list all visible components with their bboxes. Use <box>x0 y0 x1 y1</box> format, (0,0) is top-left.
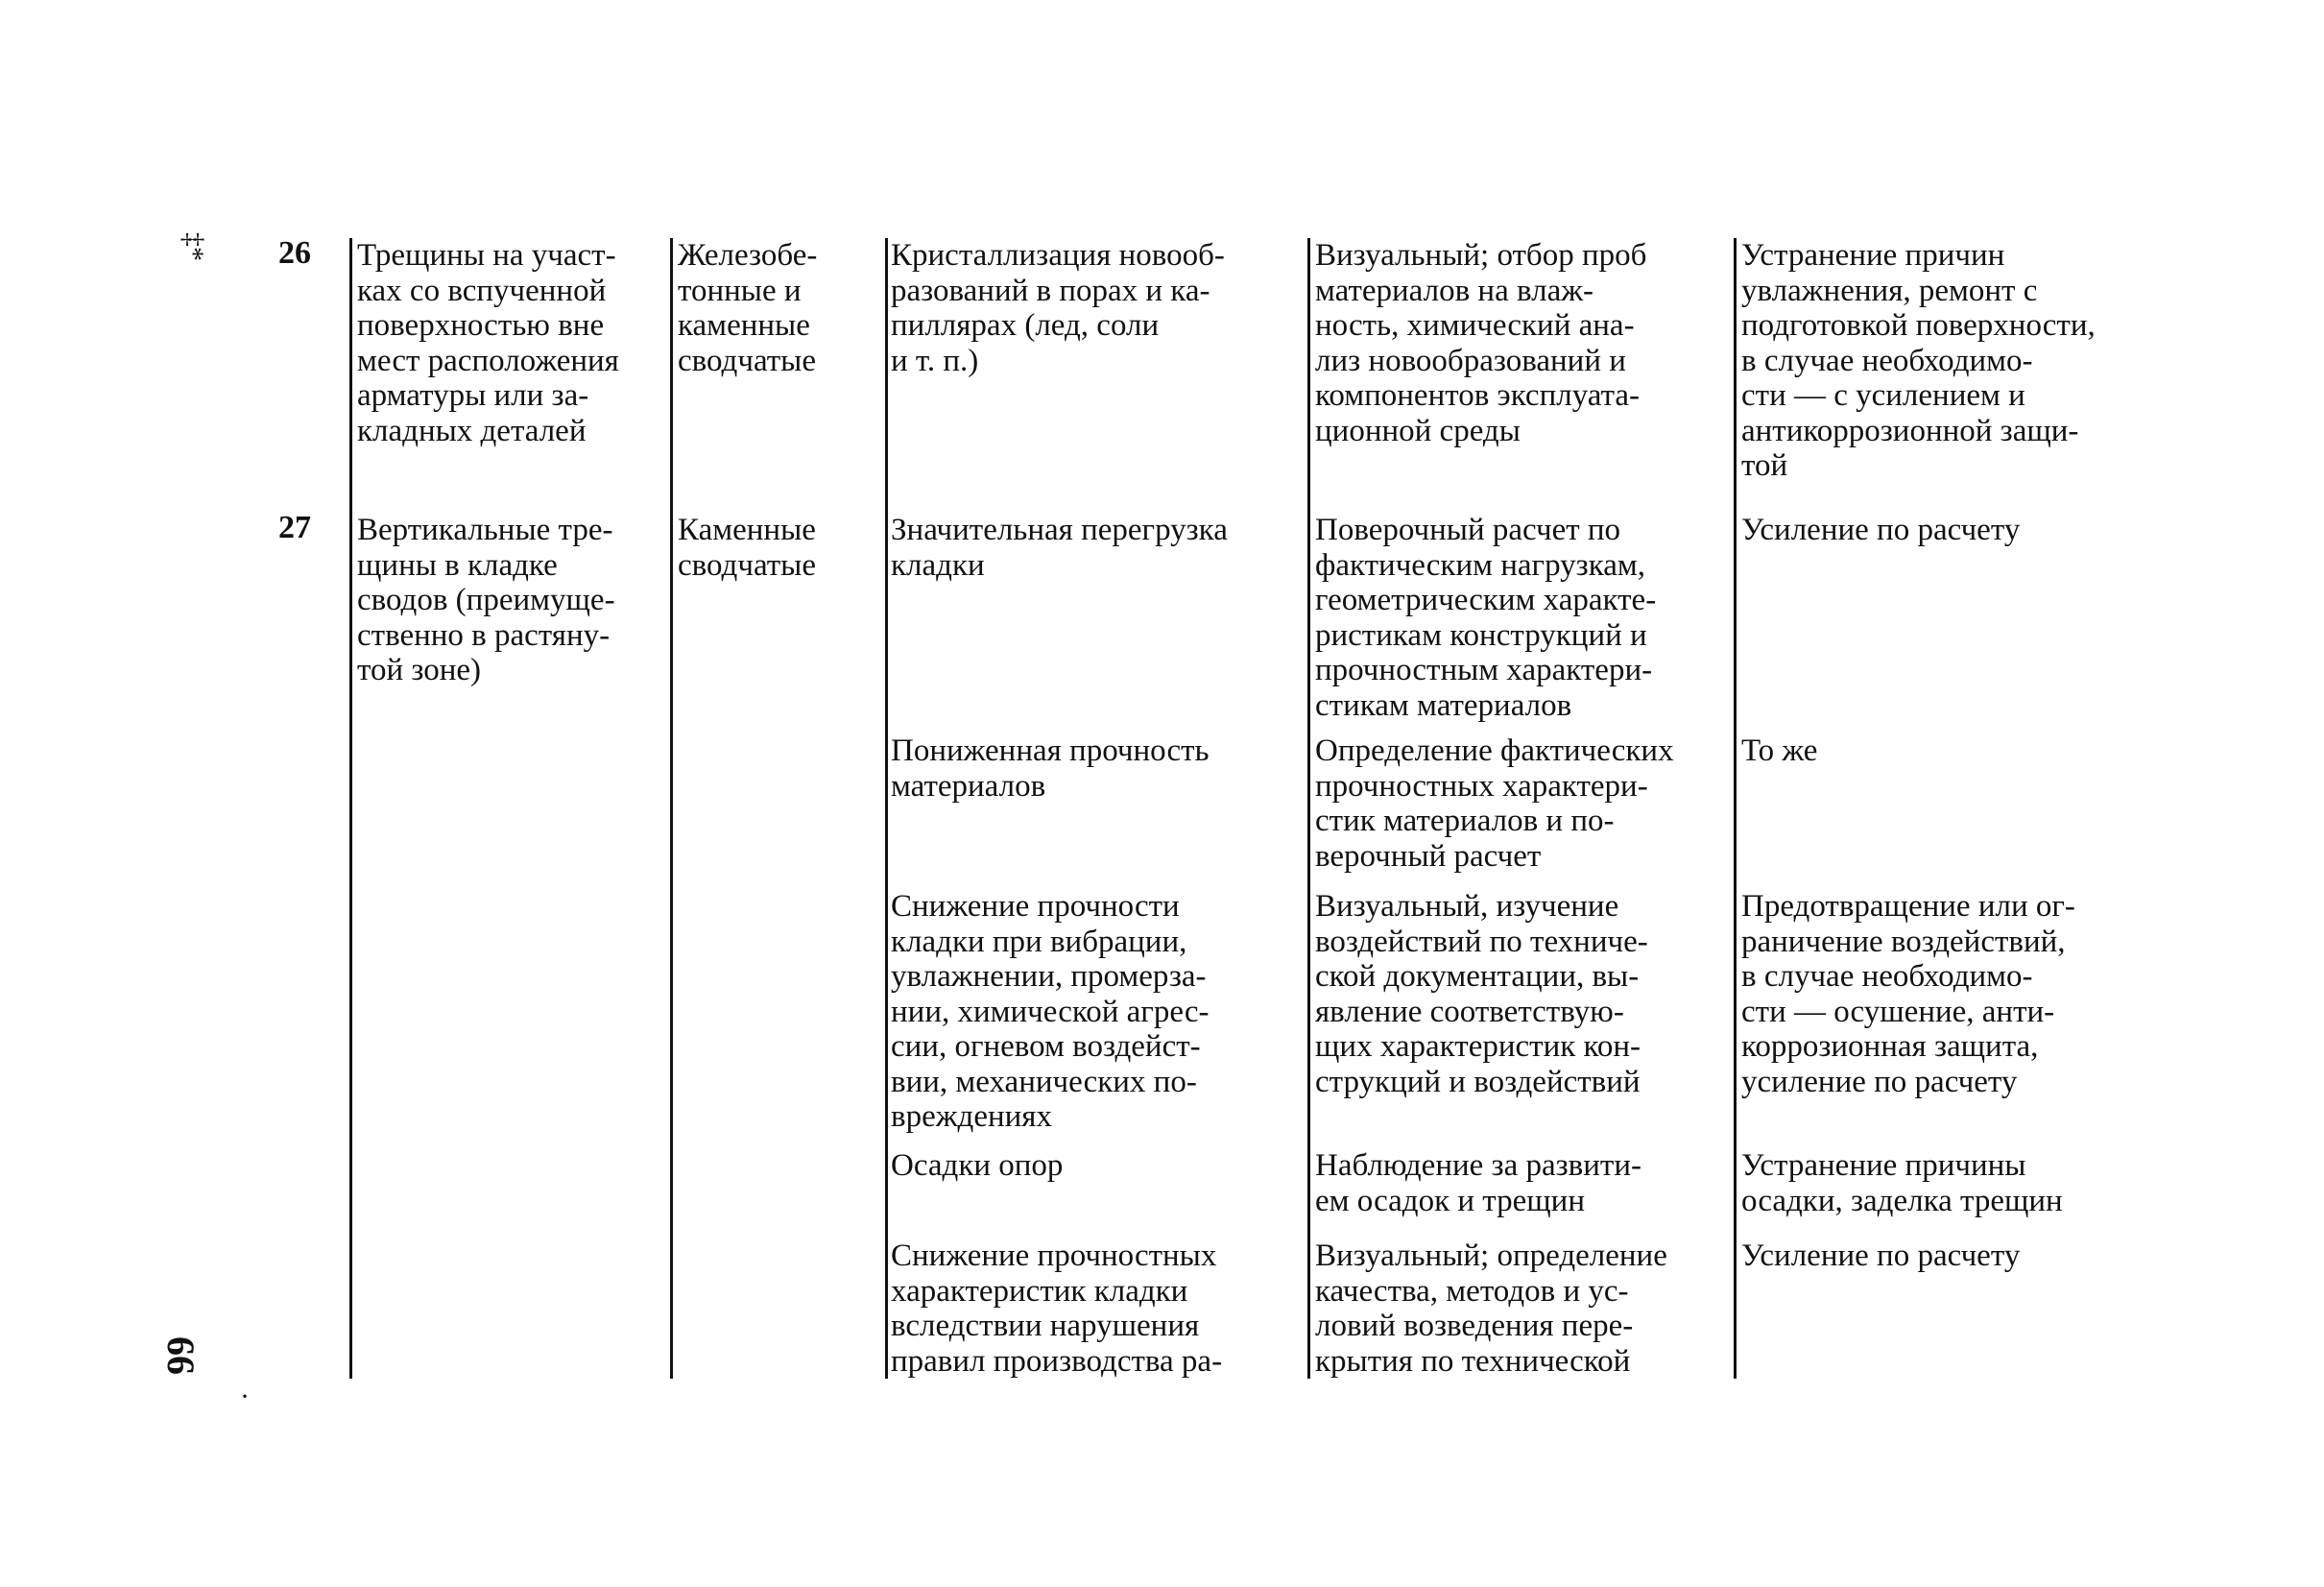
cause-cell: Снижение прочности кладки при вибрации, увлажнении, промерза- нии, химической агрес- сии, огневом воздейст- вии, механических по- врежденияx <box>891 889 1210 1134</box>
measures-cell: Устранение причин увлажнения, ремонт с подготовкой поверхности, в случае необходимо- сти — с усилением и антикоррозионной защи- той <box>1741 238 2096 483</box>
margin-mark: ‡* <box>178 232 209 261</box>
cause-cell: Пониженная прочность материалов <box>891 733 1210 804</box>
method-cell: Визуальный, изучение воздействий по техниче- ской документации, вы- явление соответствую- щих характеристик кон- струкций и воздействий <box>1315 889 1648 1099</box>
row-number: 26 <box>278 235 311 271</box>
method-cell: Визуальный; отбор проб материалов на влаж- ность, химический ана- лиз новообразований и компонентов эксплуата- ционной среды <box>1315 238 1647 448</box>
defect-cell: Вертикальные тре- щины в кладке сводов (преимуще- ственно в растяну- той зоне) <box>357 513 615 687</box>
column-rule-4 <box>1307 238 1310 1379</box>
measures-cell: Усиление по расчету <box>1741 1238 2021 1273</box>
defect-cell: Трещины на участ- ках со вспученной поверхностью вне мест расположения арматуры или за- кладных деталей <box>357 238 619 448</box>
measures-cell: Предотвращение или ог- раничение воздействий, в случае необходимо- сти — осушение, анти- коррозионная защита, усиление по расчету <box>1741 889 2075 1099</box>
method-cell: Поверочный расчет по фактическим нагрузкам, геометрическим характе- ристикам конструкций и прочностным характери- стикам материалов <box>1315 513 1657 723</box>
method-cell: Наблюдение за развити- ем осадок и трещин <box>1315 1148 1641 1218</box>
structure-cell: Каменные сводчатые <box>678 513 816 583</box>
method-cell: Визуальный; определение качества, методов и ус- ловий возведения пере- крытия по технической <box>1315 1238 1667 1379</box>
cause-cell: Значительная перегрузка кладки <box>891 513 1228 583</box>
page-number: 66 <box>159 1336 203 1375</box>
method-cell: Определение фактических прочностных характери- стик материалов и по- верочный расчет <box>1315 733 1674 874</box>
row-number: 27 <box>278 510 311 545</box>
column-rule-5 <box>1734 238 1737 1379</box>
dot-mark: · <box>240 1381 250 1412</box>
measures-cell: Устранение причины осадки, заделка трещин <box>1741 1148 2063 1218</box>
structure-cell: Железобе- тонные и каменные сводчатые <box>678 238 818 378</box>
measures-cell: Усиление по расчету <box>1741 513 2021 547</box>
measures-cell: То же <box>1741 733 1818 768</box>
cause-cell: Кристаллизация новооб- разований в порах и ка- пиллярах (лед, соли и т. п.) <box>891 238 1225 378</box>
column-rule-1 <box>349 238 352 1379</box>
cause-cell: Снижение прочностных характеристик кладки вследствии нарушения правил производства ра- <box>891 1238 1223 1379</box>
column-rule-2 <box>670 238 673 1379</box>
column-rule-3 <box>885 238 888 1379</box>
cause-cell: Осадки опор <box>891 1148 1064 1183</box>
